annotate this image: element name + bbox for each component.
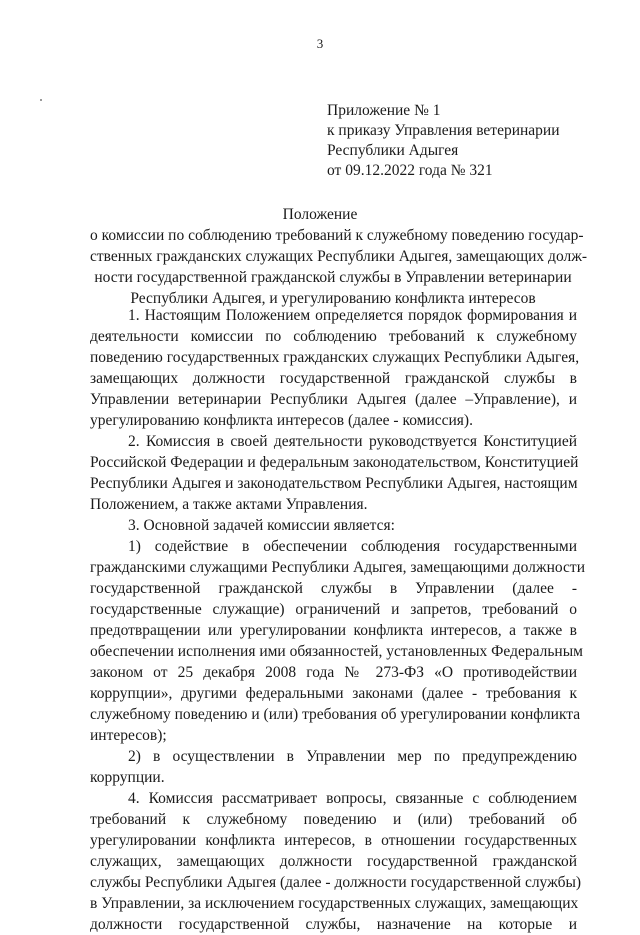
document-title: Положение: [282, 206, 358, 223]
paragraph-line: коррупции», другими федеральными законами (далее - требования к: [90, 685, 577, 702]
paragraph-line: урегулированию конфликта интересов (далее - комиссия).: [90, 412, 473, 429]
paragraph-line: гражданскими служащими Республики Адыгея, замещающими должности: [90, 559, 585, 576]
paragraph-line: поведению государственных гражданских служащих Республики Адыгея,: [90, 349, 580, 366]
paragraph: [90, 305, 580, 431]
paragraph: [90, 515, 577, 536]
paragraph-line: коррупции.: [90, 769, 165, 786]
paragraph-line: деятельности комиссии по соблюдению требований к служебному: [90, 328, 577, 345]
paragraph-line: 1) содействие в обеспечении соблюдения государственными: [128, 538, 577, 555]
appendix-line: от 09.12.2022 года № 321: [327, 162, 493, 179]
appendix-line: Республики Адыгея: [327, 142, 459, 159]
paragraph-line: интересов);: [90, 727, 167, 744]
paragraph: [90, 746, 577, 788]
paragraph-line: предотвращении или урегулировании конфликта интересов, а также в: [90, 622, 577, 639]
appendix-line: Приложение № 1: [327, 102, 441, 119]
paragraph-line: 2) в осуществлении в Управлении мер по предупреждению: [128, 748, 577, 765]
paragraph-line: обеспечении исполнения ими обязанностей, установленных Федеральным: [90, 643, 583, 660]
document-body: [90, 305, 585, 935]
paragraph-line: служащих, замещающих должности государственной гражданской: [90, 853, 577, 870]
paragraph-line: Управлении ветеринарии Республики Адыгея (далее –Управление), и: [90, 391, 577, 408]
page-number: 3: [316, 36, 324, 51]
paragraph-line: 1. Настоящим Положением определяется порядок формирования и: [128, 307, 577, 324]
document-subtitle: [90, 225, 588, 309]
paragraph-line: должности государственной службы, назначение на которые и: [90, 916, 577, 933]
paragraph: [90, 536, 585, 746]
paragraph-line: государственные служащие) ограничений и запретов, требований о: [90, 601, 577, 618]
paragraph-line: 2. Комиссия в своей деятельности руководствуется Конституцией: [128, 433, 577, 450]
paragraph-line: урегулировании конфликта интересов, в отношении государственных: [90, 832, 577, 849]
subtitle-line: ности государственной гражданской службы в Управлении ветеринарии: [94, 269, 572, 286]
paragraph-line: служебному поведению и (или) требования об урегулировании конфликта: [90, 706, 581, 723]
paragraph: [90, 788, 582, 935]
paragraph-line: в Управлении, за исключением государственных служащих, замещающих: [90, 895, 579, 912]
paragraph-line: службы Республики Адыгея (далее - должности государственной службы): [90, 874, 582, 891]
paragraph-line: законом от 25 декабря 2008 года № 273-ФЗ «О противодействии: [90, 664, 577, 681]
paragraph-line: Республики Адыгея и законодательством Республики Адыгея, настоящим: [90, 475, 578, 492]
appendix-line: к приказу Управления ветеринарии: [327, 122, 560, 139]
paragraph-line: Положением, а также актами Управления.: [90, 496, 368, 513]
subtitle-line: о комиссии по соблюдению требований к служебному поведению государ-: [90, 227, 584, 244]
paragraph-line: 4. Комиссия рассматривает вопросы, связанные с соблюдением: [128, 790, 577, 807]
paragraph: [90, 431, 577, 515]
paragraph-line: Российской Федерации и федеральным законодательством, Конституцией: [90, 454, 579, 471]
subtitle-line: ственных гражданских служащих Республики Адыгея, замещающих долж-: [90, 248, 588, 265]
paragraph-line: замещающих должности государственной гражданской службы в: [90, 370, 577, 387]
paragraph-line: требований к служебному поведению и (или) требований об: [90, 811, 577, 828]
scan-speck: [40, 99, 42, 101]
paragraph-line: 3. Основной задачей комиссии является:: [128, 517, 395, 534]
appendix-header: [327, 101, 627, 181]
subtitle-line: Республики Адыгея, и урегулированию конфликта интересов: [130, 290, 536, 307]
paragraph-line: государственной гражданской службы в Управлении (далее -: [90, 580, 577, 597]
